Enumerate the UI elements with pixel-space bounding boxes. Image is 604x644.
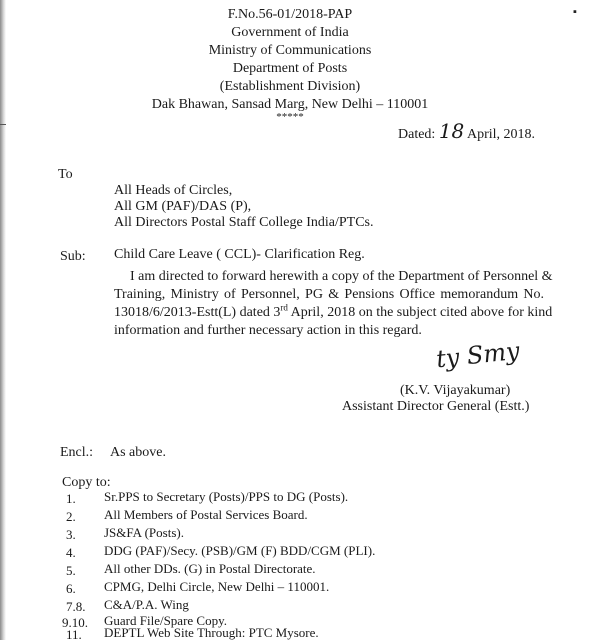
stars-divider: *****: [276, 111, 304, 123]
date-line: [398, 119, 536, 144]
copy-item-num: 11.: [66, 627, 82, 642]
copy-item-text: C&A/P.A. Wing: [104, 597, 189, 612]
division-line: (Establishment Division): [219, 79, 361, 94]
body-line-1: I am directed to forward herewith a copy of the Department of Personnel &: [130, 269, 553, 284]
copy-item-text: DDG (PAF)/Secy. (PSB)/GM (F) BDD/CGM (PLI).: [104, 543, 376, 558]
body-line-3-b: April, 2018 on the subject cited above for kind: [287, 305, 553, 320]
copy-item-text: DEPTL Web Site Through: PTC Mysore.: [104, 625, 319, 640]
govt-line: Government of India: [231, 25, 349, 40]
signatory-name: (K.V. Vijayakumar): [400, 383, 511, 398]
copy-item-text: Guard File/Spare Copy.: [104, 613, 227, 628]
body-line-3: [114, 302, 553, 322]
copy-item-num: 2.: [66, 509, 76, 524]
to-line-3: All Directors Postal Staff College India/PTCs.: [114, 215, 374, 230]
copy-item-text: All Members of Postal Services Board.: [104, 507, 308, 522]
to-label: To: [58, 167, 73, 182]
signatory-designation: Assistant Director General (Estt.): [342, 399, 530, 414]
copy-item-text: JS&FA (Posts).: [104, 525, 184, 540]
to-line-1: All Heads of Circles,: [114, 183, 233, 198]
body-paragraph: [114, 268, 553, 340]
copy-item-text: All other DDs. (G) in Postal Directorate.: [104, 561, 316, 576]
body-line-2: Training, Ministry of Personnel, PG & Pensions Office memorandum No.: [114, 287, 544, 302]
copy-item-num: 1.: [66, 491, 76, 506]
copy-item-num: 3.: [66, 527, 76, 542]
date-rest: April, 2018.: [464, 127, 536, 142]
address-line: Dak Bhawan, Sansad Marg, New Delhi – 110001: [151, 97, 429, 112]
body-line-4: information and further necessary action in this regard.: [114, 323, 422, 338]
corner-mark: ▪: [573, 6, 577, 18]
body-line-3-sup: rd: [280, 302, 288, 313]
to-line-2: All GM (PAF)/DAS (P),: [114, 199, 252, 214]
subject-text: Child Care Leave ( CCL)- Clarification Reg.: [114, 247, 365, 262]
body-line-3-a: 13018/6/2013-Estt(L) dated 3: [114, 305, 281, 320]
encl-text: As above.: [110, 445, 166, 460]
date-day-handwritten: 18: [438, 119, 465, 143]
copy-to-label: Copy to:: [62, 475, 111, 490]
copy-item-num: 4.: [66, 545, 76, 560]
copy-item-num: 6.: [66, 581, 76, 596]
scan-edge-tick: [0, 124, 6, 125]
ministry-line: Ministry of Communications: [208, 43, 372, 58]
copy-item-num: 9.10.: [62, 615, 88, 630]
date-prefix: Dated:: [398, 127, 439, 142]
signature-scribble: ty Smy: [434, 336, 521, 374]
copy-item-num: 5.: [66, 563, 76, 578]
encl-label: Encl.:: [60, 445, 94, 460]
subject-label: Sub:: [60, 249, 86, 264]
scan-edge-shadow: [0, 0, 6, 640]
department-line: Department of Posts: [232, 61, 348, 76]
copy-item-text: Sr.PPS to Secretary (Posts)/PPS to DG (Posts).: [104, 489, 349, 504]
file-number: F.No.56-01/2018-PAP: [227, 7, 353, 22]
copy-item-num: 7.8.: [66, 599, 86, 614]
copy-item-text: CPMG, Delhi Circle, New Delhi – 110001.: [104, 579, 330, 594]
